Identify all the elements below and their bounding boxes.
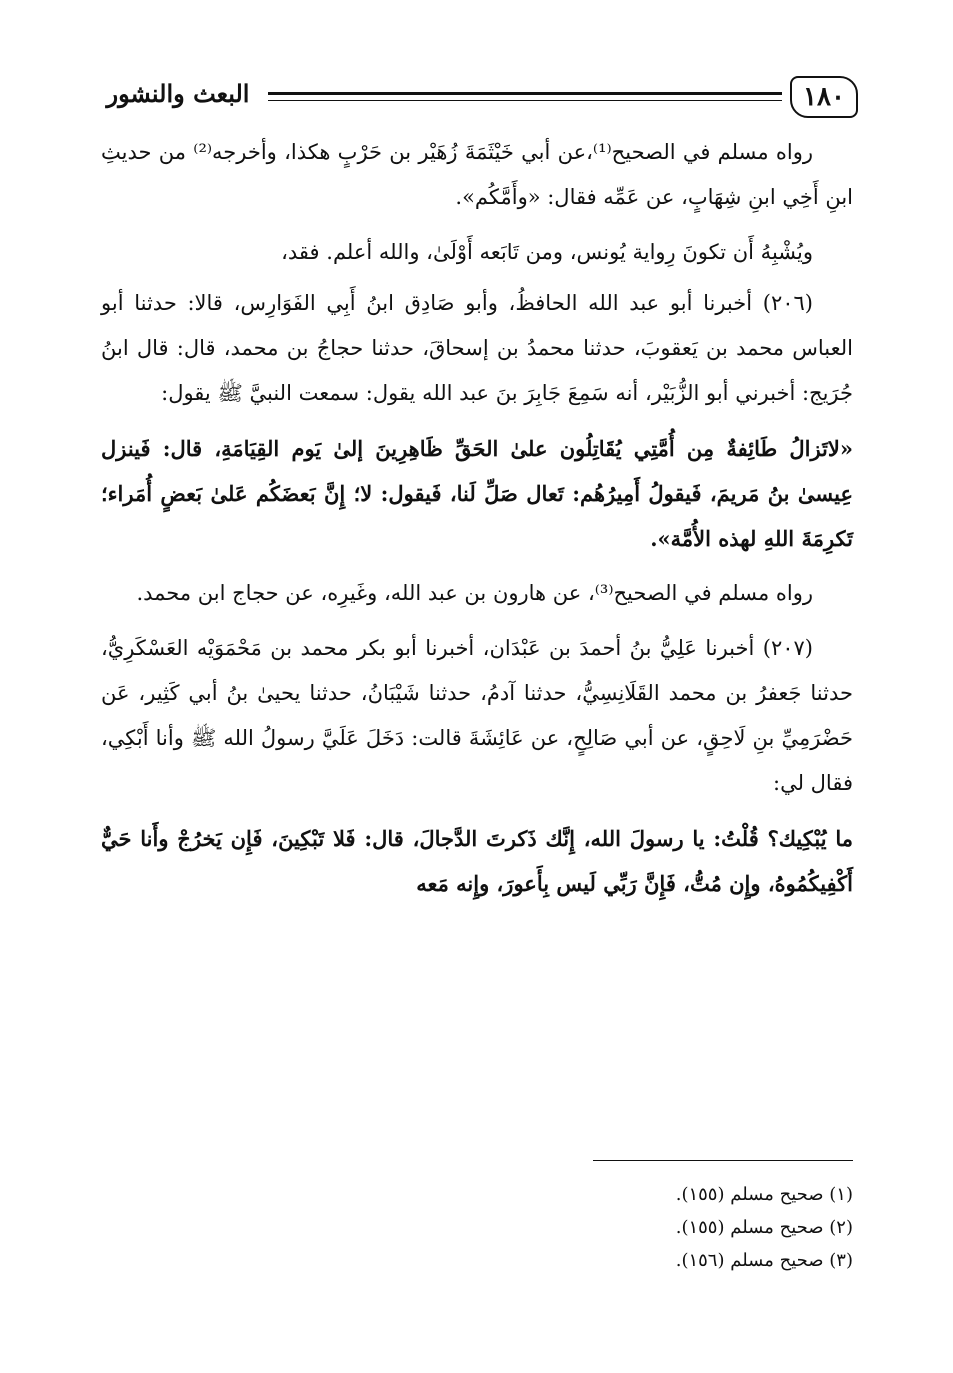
footnote-separator bbox=[593, 1160, 853, 1161]
header-rule bbox=[268, 92, 782, 95]
page-number: ١٨٠ bbox=[803, 82, 845, 112]
page-number-badge bbox=[790, 76, 858, 118]
page-header bbox=[98, 72, 858, 122]
footnote-item: (١) صحيح مسلم (١٥٥). bbox=[675, 1184, 853, 1205]
hadith-matn-206: «لاتَزالُ طَائِفةٌ مِن أُمَّتِي يُقَاتِلُون علىٰ الحَقِّ ظَاهِرِينَ إلىٰ يَوم القِيَامَةِ، قال: فَينزل عِيسىٰ بنُ مَريمَ، فَيقولُ أَمِيرُهُم: تَعال صَلِّ لَنا، فَيقول: لا؛ إِنَّ بَعضَكُم عَلىٰ بَعضٍ أُمَراء؛ تَكرِمَةَ اللهِ لهذه الأُمَّة». bbox=[101, 436, 853, 551]
main-text bbox=[101, 130, 853, 916]
header-rule-thin bbox=[268, 100, 782, 101]
hadith-isnad-207: (٢٠٧) أخبرنا عَلِيُّ بنُ أحمدَ بن عَبْدَان، أخبرنا أبو بكر محمد بن مَحْمَوَيْه العَسْكَرِيُّ، حدثنا جَعفرُ بن محمد القَلَانِسِيُّ، حدثنا آدمُ، حدثنا شَيْبَانُ، حدثنا يحيىٰ بنُ أبي كَثِير، عَن حَضْرَمِيِّ بنِ لَاحِقٍ، عن أبي صَالِحٍ، عن عَائِشَةَ قالت: دَخَلَ عَلَيَّ رسولُ الله ﷺ وأنا أَبْكِي، فقال لي: bbox=[101, 636, 853, 795]
paragraph: رواه مسلم في الصحيح⁽³⁾، عن هارون بن عبد الله، وغَيرِه، عن حجاج ابن محمد. bbox=[136, 581, 813, 605]
hadith-isnad-206: (٢٠٦) أخبرنا أبو عبد الله الحافظُ، وأبو صَادِق ابنُ أَبِي الفَوَارِس، قالا: حدثنا أبو العباس محمد بن يَعقوبَ، حدثنا محمدُ بن إسحاقَ، حدثنا حجاجُ بن محمد، قال: قال ابنُ جُرَيج: أخبرني أبو الزُّبَيْر، أنه سَمِعَ جَابِرَ بنَ عبد الله يقول: سمعت النبيَّ ﷺ يقول: bbox=[101, 291, 853, 405]
footnote-item: (٣) صحيح مسلم (١٥٦). bbox=[675, 1250, 853, 1271]
paragraph: رواه مسلم في الصحيح⁽¹⁾،عن أبي خَيْثَمَةَ زُهَيْر بن حَرْبٍ هكذا، وأخرجه⁽²⁾ من حديثِ ابنِ أَخِي ابنِ شِهَابٍ، عن عَمِّه فقال: «وأَمَّكُم». bbox=[101, 140, 853, 209]
paragraph: ويُشْبِهُ أَن تكونَ رِواية يُونس، ومن تَابَعه أَوْلَىٰ، والله أعلم. فقد، bbox=[281, 240, 813, 264]
footnote-item: (٢) صحيح مسلم (١٥٥). bbox=[675, 1217, 853, 1238]
hadith-matn-207: ما يُبْكِيك؟ قُلْتُ: يا رسولَ الله، إِنَّك ذَكرتَ الدَّجالَ، قال: فَلا تَبْكِينَ، فَإِن يَخرُجْ وأَنا حَيٌّ أَكْفِيكُمُوهُ، وإِن مُتُّ، فَإِنَّ رَبِّي لَيس بِأَعورَ، وإِنه مَعه bbox=[101, 826, 853, 896]
footnotes bbox=[453, 1178, 853, 1277]
running-title: البعث والنشور bbox=[106, 79, 250, 108]
